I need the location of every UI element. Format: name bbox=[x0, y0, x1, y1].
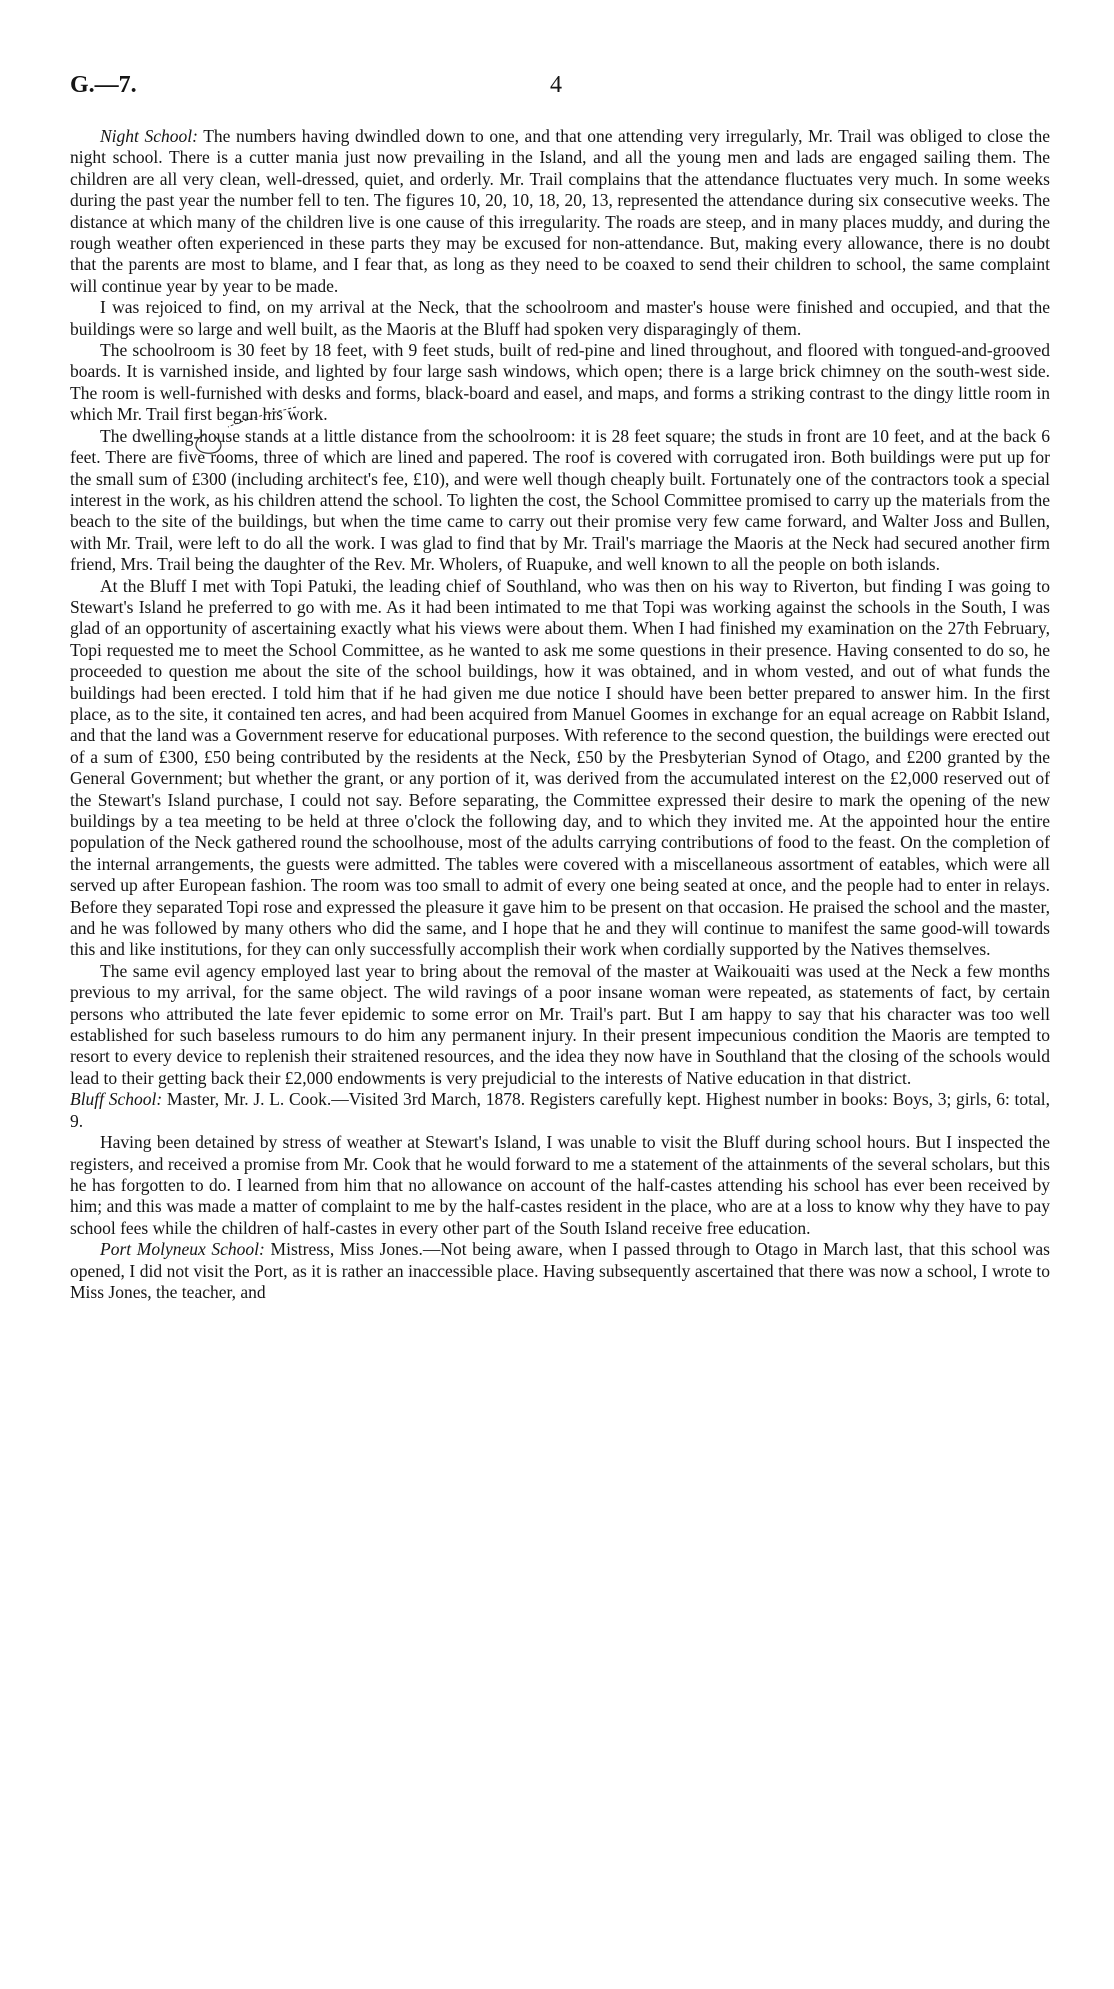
page-number: 4 bbox=[550, 72, 562, 98]
paragraph-text: The schoolroom is 30 feet by 18 feet, with 9 feet studs, built of red-pine and lined throughout, and floored with tongued-and-grooved boards. It is varnished inside, and lighted by four large sash windows, which open; there is a large brick chimney on the south-west side. The room is well-furnished with desks and forms, black-board and easel, and maps, and forms a striking contrast to the dingy little room in which Mr. Trail first began his work. bbox=[70, 340, 1050, 425]
paragraph-bluff-registers bbox=[70, 1132, 1050, 1239]
paragraph-text: The same evil agency employed last year to bring about the removal of the master at Waikouaiti was used at the Neck a few months previous to my arrival, for the same object. The wild ravings of a poor insane woman were repeated, as statements of fact, by certain persons who attributed the late fever epidemic to some error on Mr. Trail's part. But I am happy to say that his character was too well established for such baseless rumours to do him any permanent injury. In their present impecunious condition the Maoris are tempted to resort to every device to replenish their straitened resources, and the idea they now have in Southland that the closing of the schools would lead to their getting back their £2,000 endowments is very prejudicial to the interests of Native education in that district. bbox=[70, 960, 1050, 1088]
section-heading-port-molyneux: Port Molyneux School: bbox=[100, 1239, 265, 1260]
page-header bbox=[70, 72, 1050, 112]
paragraph-schoolroom bbox=[70, 340, 1050, 426]
paragraph-dwelling-house bbox=[70, 426, 1050, 576]
paragraph-bluff-school bbox=[70, 1089, 1050, 1132]
section-heading-night-school: Night School: bbox=[100, 126, 198, 146]
paragraph-text: Master, Mr. J. L. Cook.—Visited 3rd March, 1878. Registers carefully kept. Highest number in books: Boys, 3; girls, 6: total, 9. bbox=[70, 1089, 1050, 1131]
paragraph-neck-arrival bbox=[70, 297, 1050, 340]
paragraph-text: Mistress, Miss Jones.—Not being aware, when I passed through to Otago in March last, that this school was opened, I did not visit the Port, as it is rather an inaccessible place. Having subsequently ascertained that there was now a school, I wrote to Miss Jones, the teacher, and bbox=[70, 1239, 1050, 1302]
paragraph-port-molyneux bbox=[70, 1239, 1050, 1303]
document-reference: G.—7. bbox=[70, 72, 137, 98]
paragraph-topi-patuki bbox=[70, 576, 1050, 961]
paragraph-text: Having been detained by stress of weather at Stewart's Island, I was unable to visit the Bluff during school hours. But I inspected the registers, and received a promise from Mr. Cook that he would forward to me a statement of the attainments of the several scholars, but this he has forgotten to do. I learned from him that no allowance on account of the half-castes attending his school has ever been received by him; and this was made a matter of complaint to me by the half-castes resident in the place, who are at a loss to know why they have to pay school fees while the children of half-castes in every other part of the South Island receive free education. bbox=[70, 1132, 1050, 1238]
paragraph-evil-agency bbox=[70, 961, 1050, 1089]
paragraph-text: The numbers having dwindled down to one, and that one attending very irregularly, Mr. Trail was obliged to close the night school. There is a cutter mania just now prevailing in the Island, and all the young men and lads are engaged sailing them. The children are all very clean, well-dressed, quiet, and orderly. Mr. Trail complains that the attendance fluctuates very much. In some weeks during the past year the number fell to ten. The figures 10, 20, 10, 18, 20, 13, represented the attendance during six consecutive weeks. The distance at which many of the children live is one cause of this irregularity. The roads are steep, and in many places muddy, and during the rough weather often experienced in these parts they may be excused for non-attendance. But, making every allowance, there is no doubt that the parents are most to blame, and I fear that, as long as they need to be coaxed to send their children to school, the same complaint will continue year by year to be made. bbox=[70, 126, 1050, 296]
paragraph-text: I was rejoiced to find, on my arrival at the Neck, that the schoolroom and master's house were finished and occupied, and that the buildings were so large and well built, as the Maoris at the Bluff had spoken very disparagingly of them. bbox=[70, 297, 1050, 339]
paragraph-night-school bbox=[70, 126, 1050, 297]
paragraph-text: At the Bluff I met with Topi Patuki, the leading chief of Southland, who was then on his way to Riverton, but finding I was going to Stewart's Island he preferred to go with me. As it had been intimated to me that Topi was working against the schools in the South, I was glad of an opportunity of ascertaining exactly what his views were about them. When I had finished my examination on the 27th February, Topi requested me to meet the School Committee, as he wanted to ask me some questions in their presence. Having consented to do so, he proceeded to question me about the site of the school buildings, how it was obtained, and in whom vested, and out of what funds the buildings had been erected. I told him that if he had given me due notice I should have been better prepared to answer him. In the first place, as to the site, it contained ten acres, and had been acquired from Manuel Goomes in exchange for an equal acreage on Rabbit Island, and that the land was a Government reserve for educational purposes. With reference to the second question, the buildings were erected out of a sum of £300, £50 being contributed by the residents at the Neck, £50 by the Presbyterian Synod of Otago, and £200 granted by the General Government; but whether the grant, or any portion of it, was derived from the accumulated interest on the £2,000 reserved out of the Stewart's Island purchase, I could not say. Before separating, the Committee expressed their desire to mark the opening of the new buildings by a tea meeting to be held at three o'clock the following day, and to which they invited me. At the appointed hour the entire population of the Neck gathered round the schoolhouse, most of the adults carrying contributions of food to the feast. On the completion of the internal arrangements, the guests were admitted. The tables were covered with a miscellaneous assortment of eatables, which were all served up after European fashion. The room was too small to admit of every one being seated at once, and the people had to enter in relays. Before they separated Topi rose and expressed the pleasure it gave him to be present on that occasion. He praised the school and the master, and he was followed by many others who did the same, and I hope that he and they will continue to manifest the same good-will towards this and like institutions, for they can only successfully accomplish their work when cordially supported by the Natives themselves. bbox=[70, 575, 1050, 960]
section-heading-bluff-school: Bluff School: bbox=[70, 1089, 163, 1110]
paragraph-text: The dwelling-house stands at a little distance from the schoolroom: it is 28 feet square; the studs in front are 10 feet, and at the back 6 feet. There are five rooms, three of which are lined and papered. The roof is covered with corrugated iron. Both buildings were put up for the small sum of £300 (including architect's fee, £10), and were well though cheaply built. Fortunately one of the contractors took a special interest in the work, as his children attend the school. To lighten the cost, the School Committee promised to carry up the materials from the beach to the site of the buildings, but when the time came to carry out their promise very few came forward, and Walter Joss and Bullen, with Mr. Trail, were left to do all the work. I was glad to find that by Mr. Trail's marriage the Maoris at the Neck had secured another firm friend, Mrs. Trail being the daughter of the Rev. Mr. Wholers, of Ruapuke, and well known to all the people on both islands. bbox=[70, 425, 1050, 575]
report-body bbox=[70, 126, 1050, 1303]
